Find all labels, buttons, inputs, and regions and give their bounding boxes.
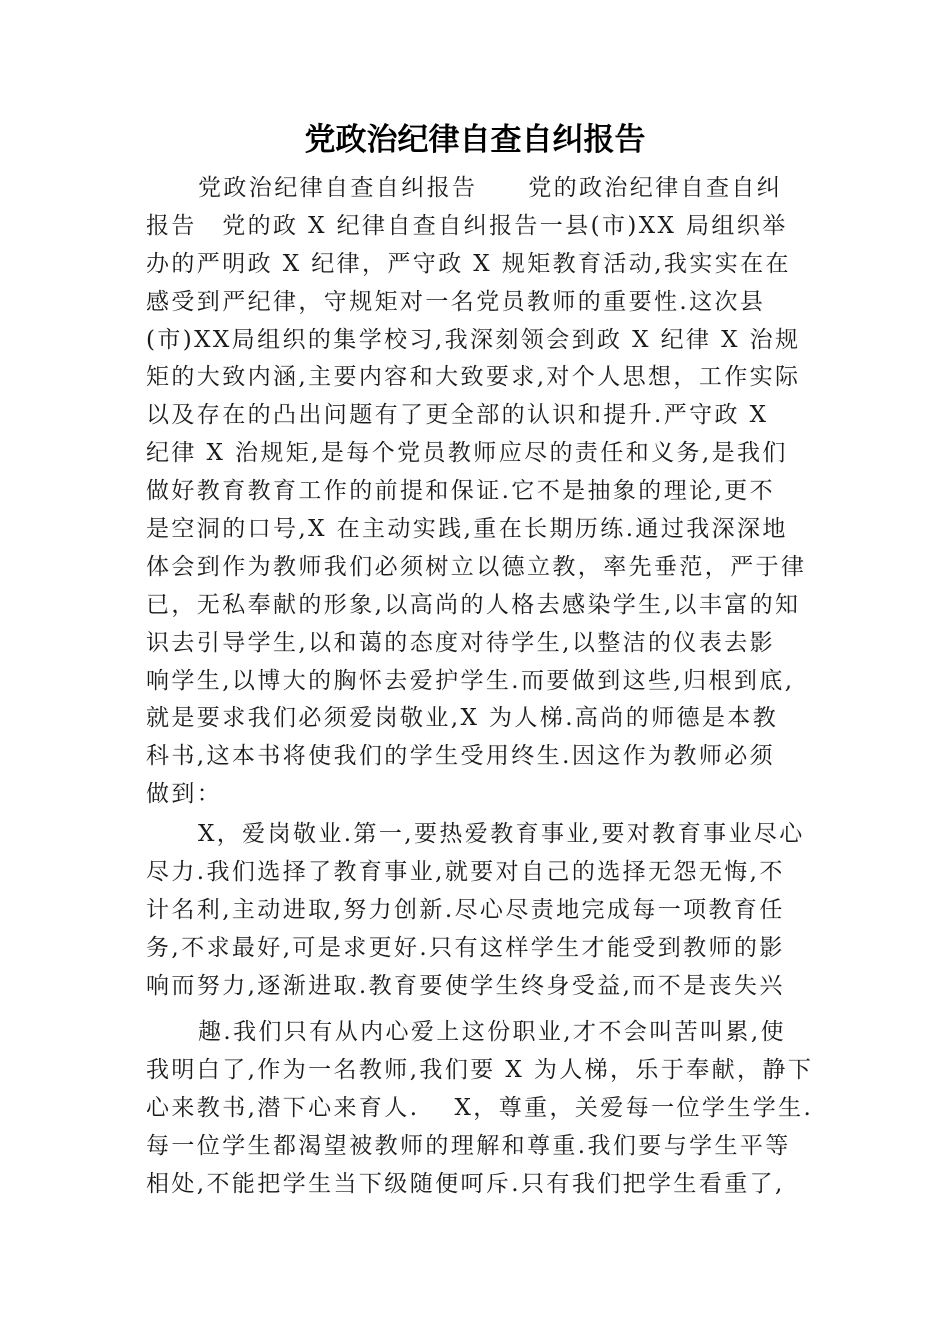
text-line: 尽力.我们选择了教育事业,就要对自己的选择无怨无悔,不: [146, 858, 785, 885]
text-line: (市)XX局组织的集学校习,我深刻领会到政 X 纪律 X 治规: [146, 326, 801, 353]
text-line: 办的严明政 X 纪律，严守政 X 规矩教育活动,我实实在在: [146, 250, 791, 277]
text-line: 科书,这本书将使我们的学生受用终生.因这作为教师必须: [146, 743, 776, 770]
text-line: 趣.我们只有从内心爱上这份职业,才不会叫苦叫累,使: [198, 1019, 786, 1045]
text-line: 体会到作为教师我们必须树立以德立教，率先垂范，严于律: [146, 553, 807, 580]
text-line: 纪律 X 治规矩,是每个党员教师应尽的责任和义务,是我们: [146, 440, 788, 467]
text-line: 感受到严纪律，守规矩对一名党员教师的重要性.这次县: [146, 288, 766, 315]
paragraph-2: [146, 816, 810, 1005]
text-line: 就是要求我们必须爱岗敬业,X 为人梯.高尚的师德是本教: [146, 705, 779, 732]
text-line: 识去引导学生,以和蔼的态度对待学生,以整洁的仪表去影: [146, 629, 776, 656]
text-line: 以及存在的凸出问题有了更全部的认识和提升.严守政 X: [146, 402, 769, 429]
text-line: 响学生,以博大的胸怀去爱护学生.而要做到这些,归根到底,: [146, 667, 795, 694]
text-line: X，爱岗敬业.第一,要热爱教育事业,要对教育事业尽心: [198, 821, 805, 847]
text-line: 报告 党的政 X 纪律自查自纠报告一县(市)XX 局组织举: [146, 212, 788, 239]
paragraph-3: [146, 1014, 814, 1203]
text-line: 每一位学生都渴望被教师的理解和尊重.我们要与学生平等: [146, 1132, 791, 1159]
text-line: 务,不求最好,可是求更好.只有这样学生才能受到教师的影: [146, 934, 785, 961]
text-line: 党政治纪律自查自纠报告 党的政治纪律自查自纠: [198, 175, 783, 201]
text-line: 已，无私奉献的形象,以高尚的人格去感染学生,以丰富的知: [146, 591, 801, 618]
text-line: 是空洞的口号,X 在主动实践,重在长期历练.通过我深深地: [146, 516, 788, 543]
paragraph-1: [146, 170, 810, 814]
text-line: 心来教书,潜下心来育人. X，尊重，关爱每一位学生学生.: [146, 1094, 814, 1121]
text-line: 计名利,主动进取,努力创新.尽心尽责地完成每一项教育任: [146, 896, 785, 923]
text-line: 相处,不能把学生当下级随便呵斥.只有我们把学生看重了,: [146, 1170, 785, 1197]
text-line: 响而努力,逐渐进取.教育要使学生终身受益,而不是丧失兴: [146, 972, 785, 999]
text-line: 矩的大致内涵,主要内容和大致要求,对个人思想，工作实际: [146, 364, 801, 391]
text-line: 做到：: [146, 781, 223, 808]
document-title: 党政治纪律自查自纠报告: [304, 122, 646, 158]
text-line: 我明白了,作为一名教师,我们要 X 为人梯，乐于奉献，静下: [146, 1056, 814, 1083]
text-line: 做好教育教育工作的前提和保证.它不是抽象的理论,更不: [146, 478, 776, 505]
